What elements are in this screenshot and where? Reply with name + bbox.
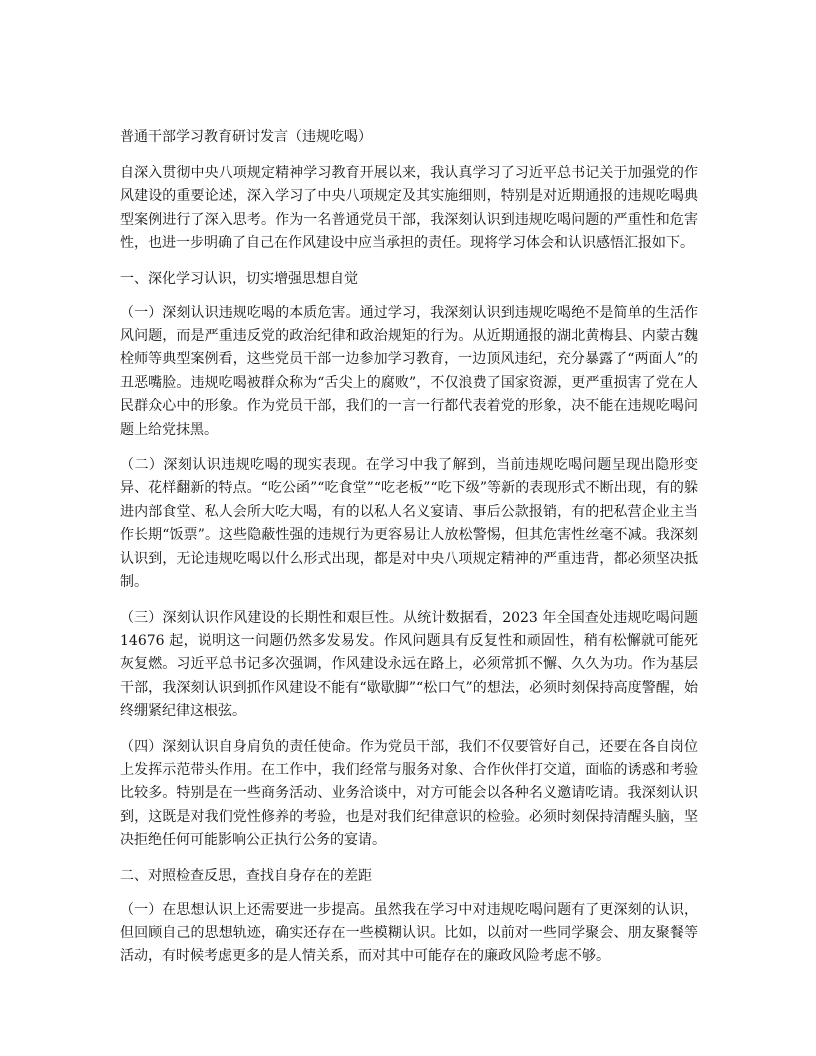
section-1-paragraph-3: （三）深刻认识作风建设的长期性和艰巨性。从统计数据看，2023 年全国查处违规吃喝问题 14676 起，说明这一问题仍然多发易发。作风问题具有反复性和顽固性，稍有松懈就可能死灰复燃。习近平总书记多次强调，作风建设永远在路上，必须常抓不懈、久久为功。作为基层干部，我深刻认识到抓作风建设不能有“歇歇脚”“松口气”的想法，必须时刻保持高度警醒，始终绷紧纪律这根弦。 (120, 609, 698, 720)
section-1-heading: 一、深化学习认识，切实增强思想自觉 (120, 270, 358, 287)
section-1-paragraph-1: （一）深刻认识违规吃喝的本质危害。通过学习，我深刻认识到违规吃喝绝不是简单的生活作风问题，而是严重违反党的政治纪律和政治规矩的行为。从近期通报的湖北黄梅县、内蒙古魏栓师等典型案例看，这些党员干部一边参加学习教育，一边顶风违纪，充分暴露了“两面人”的丑恶嘴脸。违规吃喝被群众称为“舌尖上的腐败”，不仅浪费了国家资源，更严重损害了党在人民群众心中的形象。作为党员干部，我们的一言一行都代表着党的形象，决不能在违规吃喝问题上给党抹黑。 (120, 304, 698, 438)
section-1-paragraph-4: （四）深刻认识自身肩负的责任使命。作为党员干部，我们不仅要管好自己，还要在各自岗位上发挥示范带头作用。在工作中，我们经常与服务对象、合作伙伴打交道，面临的诱惑和考验比较多。特别是在一些商务活动、业务洽谈中，对方可能会以各种名义邀请吃请。我深刻认识到，这既是对我们党性修养的考验，也是对我们纪律意识的检验。必须时刻保持清醒头脑，坚决拒绝任何可能影响公正执行公务的宴请。 (120, 738, 698, 849)
document-title: 普通干部学习教育研讨发言（违规吃喝） (120, 129, 372, 145)
section-2-paragraph-1: （一）在思想认识上还需要进一步提高。虽然我在学习中对违规吃喝问题有了更深刻的认识，但回顾自己的思想轨迹，确实还存在一些模糊认识。比如，以前对一些同学聚会、朋友聚餐等活动，有时候考虑更多的是人情关系，而对其中可能存在的廉政风险考虑不够。 (120, 901, 698, 965)
section-1-paragraph-2: （二）深刻认识违规吃喝的现实表现。在学习中我了解到，当前违规吃喝问题呈现出隐形变异、花样翻新的特点。“吃公函”“吃食堂”“吃老板”“吃下级”等新的表现形式不断出现，有的躲进内部食堂、私人会所大吃大喝，有的以私人名义宴请、事后公款报销，有的把私营企业主当作长期“饭票”。这些隐蔽性强的违规行为更容易让人放松警惕，但其危害性丝毫不减。我深刻认识到，无论违规吃喝以什么形式出现，都是对中央八项规定精神的严重违背，都必须坚决抵制。 (120, 457, 698, 591)
intro-paragraph: 自深入贯彻中央八项规定精神学习教育开展以来，我认真学习了习近平总书记关于加强党的作风建设的重要论述，深入学习了中央八项规定及其实施细则，特别是对近期通报的违规吃喝典型案例进行了深入思考。作为一名普通党员干部，我深刻认识到违规吃喝问题的严重性和危害性，也进一步明确了自己在作风建设中应当承担的责任。现将学习体会和认识感悟汇报如下。 (120, 165, 698, 252)
section-2-heading: 二、对照检查反思，查找自身存在的差距 (120, 867, 372, 884)
document-page (120, 126, 698, 981)
